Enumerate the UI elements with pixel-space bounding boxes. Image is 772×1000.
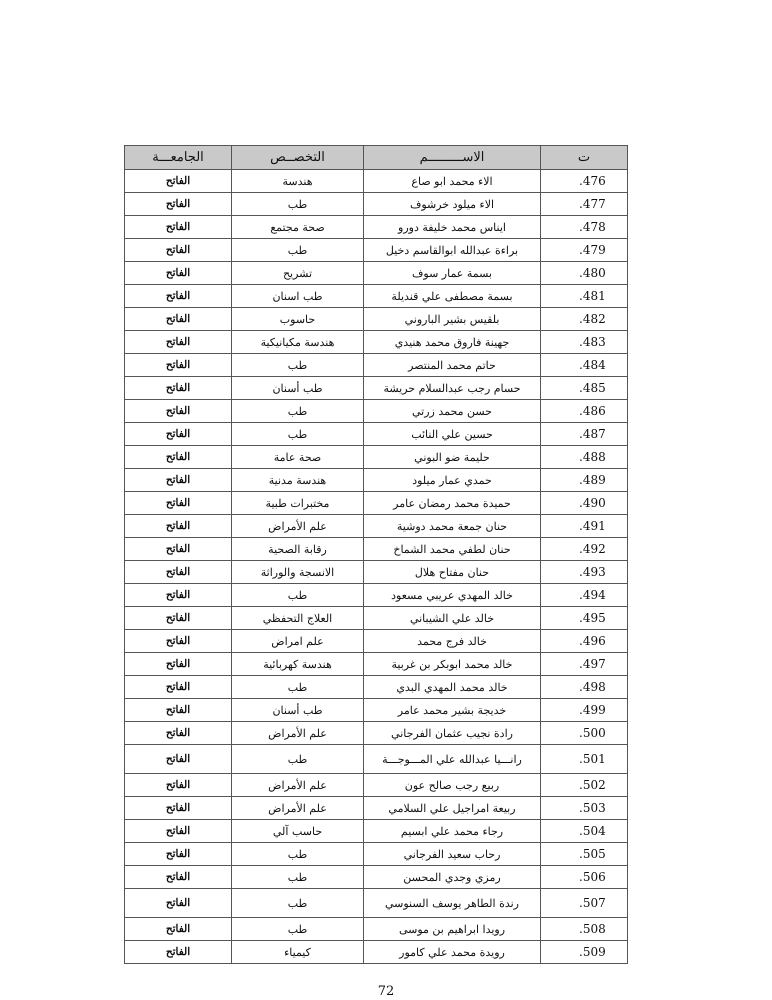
university-cell: الفاتح (125, 843, 232, 866)
student-name-cell: حسن محمد زرتي (364, 400, 541, 423)
row-number-cell: .501 (541, 745, 628, 774)
university-cell: الفاتح (125, 820, 232, 843)
university-cell: الفاتح (125, 630, 232, 653)
row-number-cell: .478 (541, 216, 628, 239)
specialty-cell: علم الأمراض (232, 722, 364, 745)
university-cell: الفاتح (125, 285, 232, 308)
specialty-cell: طب (232, 584, 364, 607)
university-cell: الفاتح (125, 469, 232, 492)
university-cell: الفاتح (125, 889, 232, 918)
table-row (125, 216, 628, 239)
specialty-cell: طب (232, 423, 364, 446)
university-cell: الفاتح (125, 354, 232, 377)
row-number-cell: .492 (541, 538, 628, 561)
row-number-cell: .494 (541, 584, 628, 607)
row-number-cell: .486 (541, 400, 628, 423)
table-row (125, 538, 628, 561)
page-number: 72 (377, 984, 395, 999)
row-number-cell: .481 (541, 285, 628, 308)
row-number-cell: .493 (541, 561, 628, 584)
student-name-cell: ايناس محمد خليفة دورو (364, 216, 541, 239)
table-row (125, 699, 628, 722)
university-cell: الفاتح (125, 607, 232, 630)
student-name-cell: بسمة عمار سوف (364, 262, 541, 285)
header-number: ت (541, 146, 628, 170)
row-number-cell: .505 (541, 843, 628, 866)
table-body (125, 170, 628, 964)
student-name-cell: رويدة محمد علي كامور (364, 941, 541, 964)
university-cell: الفاتح (125, 423, 232, 446)
specialty-cell: حاسوب (232, 308, 364, 331)
specialty-cell: حاسب آلي (232, 820, 364, 843)
student-name-cell: براءة عبدالله ابوالقاسم دخيل (364, 239, 541, 262)
table-row (125, 676, 628, 699)
student-name-cell: حنان مفتاح هلال (364, 561, 541, 584)
table-row (125, 722, 628, 745)
student-name-cell: خديجة بشير محمد عامر (364, 699, 541, 722)
student-name-cell: رحاب سعيد الفرجاني (364, 843, 541, 866)
student-name-cell: خالد محمد المهدي البدي (364, 676, 541, 699)
table-row (125, 797, 628, 820)
table-row (125, 843, 628, 866)
header-name: الاســـــــــم (364, 146, 541, 170)
row-number-cell: .487 (541, 423, 628, 446)
specialty-cell: طب أسنان (232, 699, 364, 722)
row-number-cell: .498 (541, 676, 628, 699)
specialty-cell: علم الأمراض (232, 797, 364, 820)
row-number-cell: .503 (541, 797, 628, 820)
table-row (125, 774, 628, 797)
student-name-cell: رادة نجيب عثمان الفرجاني (364, 722, 541, 745)
university-cell: الفاتح (125, 538, 232, 561)
table-row (125, 630, 628, 653)
student-name-cell: الاء محمد ابو صاع (364, 170, 541, 193)
university-cell: الفاتح (125, 515, 232, 538)
table-row (125, 584, 628, 607)
student-name-cell: الاء ميلود خرشوف (364, 193, 541, 216)
specialty-cell: مختبرات طبية (232, 492, 364, 515)
student-name-cell: حنان لطفي محمد الشماخ (364, 538, 541, 561)
graduates-table (124, 145, 628, 964)
row-number-cell: .485 (541, 377, 628, 400)
specialty-cell: طب (232, 239, 364, 262)
university-cell: الفاتح (125, 400, 232, 423)
row-number-cell: .497 (541, 653, 628, 676)
row-number-cell: .476 (541, 170, 628, 193)
student-name-cell: رندة الطاهر يوسف السنوسي (364, 889, 541, 918)
specialty-cell: طب (232, 354, 364, 377)
university-cell: الفاتح (125, 774, 232, 797)
student-name-cell: ربيع رجب صالح عون (364, 774, 541, 797)
table-row (125, 745, 628, 774)
specialty-cell: علم الأمراض (232, 515, 364, 538)
student-name-cell: حمدي عمار ميلود (364, 469, 541, 492)
student-name-cell: خالد علي الشيباني (364, 607, 541, 630)
table-row (125, 239, 628, 262)
university-cell: الفاتح (125, 745, 232, 774)
row-number-cell: .504 (541, 820, 628, 843)
table-row (125, 561, 628, 584)
university-cell: الفاتح (125, 653, 232, 676)
specialty-cell: هندسة كهربائية (232, 653, 364, 676)
row-number-cell: .480 (541, 262, 628, 285)
university-cell: الفاتح (125, 446, 232, 469)
row-number-cell: .489 (541, 469, 628, 492)
row-number-cell: .484 (541, 354, 628, 377)
university-cell: الفاتح (125, 193, 232, 216)
table-row (125, 866, 628, 889)
university-cell: الفاتح (125, 492, 232, 515)
student-name-cell: حليمة ضو البوني (364, 446, 541, 469)
row-number-cell: .499 (541, 699, 628, 722)
row-number-cell: .500 (541, 722, 628, 745)
specialty-cell: طب (232, 866, 364, 889)
university-cell: الفاتح (125, 941, 232, 964)
student-name-cell: رجاء محمد علي ابسيم (364, 820, 541, 843)
student-name-cell: خالد المهدي عريبي مسعود (364, 584, 541, 607)
row-number-cell: .495 (541, 607, 628, 630)
student-name-cell: رمزي وجدي المحسن (364, 866, 541, 889)
table-row (125, 653, 628, 676)
university-cell: الفاتح (125, 216, 232, 239)
university-cell: الفاتح (125, 170, 232, 193)
specialty-cell: طب (232, 193, 364, 216)
student-name-cell: حميدة محمد رمضان عامر (364, 492, 541, 515)
university-cell: الفاتح (125, 676, 232, 699)
student-name-cell: بلقيس بشير الباروني (364, 308, 541, 331)
row-number-cell: .509 (541, 941, 628, 964)
specialty-cell: تشريح (232, 262, 364, 285)
row-number-cell: .507 (541, 889, 628, 918)
table-row (125, 492, 628, 515)
row-number-cell: .496 (541, 630, 628, 653)
table-row (125, 400, 628, 423)
row-number-cell: .482 (541, 308, 628, 331)
university-cell: الفاتح (125, 866, 232, 889)
specialty-cell: الانسجة والوراثة (232, 561, 364, 584)
row-number-cell: .506 (541, 866, 628, 889)
specialty-cell: هندسة (232, 170, 364, 193)
university-cell: الفاتح (125, 699, 232, 722)
table-row (125, 889, 628, 918)
table-row (125, 941, 628, 964)
university-cell: الفاتح (125, 561, 232, 584)
row-number-cell: .508 (541, 918, 628, 941)
table-row (125, 308, 628, 331)
student-name-cell: حاتم محمد المنتصر (364, 354, 541, 377)
specialty-cell: طب (232, 400, 364, 423)
student-name-cell: حسام رجب عبدالسلام حريشة (364, 377, 541, 400)
student-name-cell: خالد فرج محمد (364, 630, 541, 653)
table-row (125, 170, 628, 193)
table-row (125, 193, 628, 216)
student-name-cell: ربيعة امراجيل علي السلامي (364, 797, 541, 820)
row-number-cell: .502 (541, 774, 628, 797)
university-cell: الفاتح (125, 308, 232, 331)
university-cell: الفاتح (125, 918, 232, 941)
specialty-cell: طب (232, 843, 364, 866)
specialty-cell: كيمياء (232, 941, 364, 964)
table-row (125, 285, 628, 308)
specialty-cell: هندسة مدنية (232, 469, 364, 492)
specialty-cell: علم الأمراض (232, 774, 364, 797)
table-row (125, 354, 628, 377)
row-number-cell: .488 (541, 446, 628, 469)
specialty-cell: طب اسنان (232, 285, 364, 308)
specialty-cell: صحة مجتمع (232, 216, 364, 239)
table-header-row (125, 146, 628, 170)
university-cell: الفاتح (125, 797, 232, 820)
table-row (125, 607, 628, 630)
university-cell: الفاتح (125, 239, 232, 262)
specialty-cell: طب (232, 676, 364, 699)
table-row (125, 446, 628, 469)
specialty-cell: طب (232, 745, 364, 774)
row-number-cell: .490 (541, 492, 628, 515)
row-number-cell: .483 (541, 331, 628, 354)
university-cell: الفاتح (125, 722, 232, 745)
university-cell: الفاتح (125, 262, 232, 285)
table-row (125, 469, 628, 492)
specialty-cell: طب (232, 918, 364, 941)
table-row (125, 331, 628, 354)
table-row (125, 918, 628, 941)
specialty-cell: رقابة الصحية (232, 538, 364, 561)
specialty-cell: علم امراض (232, 630, 364, 653)
table-row (125, 377, 628, 400)
student-name-cell: رانـــيا عبدالله علي المـــوجـــة (364, 745, 541, 774)
specialty-cell: طب أسنان (232, 377, 364, 400)
student-name-cell: حسين علي النائب (364, 423, 541, 446)
student-name-cell: خالد محمد ابوبكر بن غربية (364, 653, 541, 676)
row-number-cell: .477 (541, 193, 628, 216)
specialty-cell: صحة عامة (232, 446, 364, 469)
student-name-cell: رويدا ابراهيم بن موسى (364, 918, 541, 941)
student-name-cell: جهينة فاروق محمد هنيدي (364, 331, 541, 354)
table-row (125, 820, 628, 843)
student-name-cell: بسمة مصطفى علي قنديلة (364, 285, 541, 308)
specialty-cell: هندسة مكيانيكية (232, 331, 364, 354)
table-row (125, 515, 628, 538)
row-number-cell: .491 (541, 515, 628, 538)
header-university: الجامعـــة (125, 146, 232, 170)
university-cell: الفاتح (125, 331, 232, 354)
university-cell: الفاتح (125, 377, 232, 400)
header-specialty: التخصــص (232, 146, 364, 170)
specialty-cell: طب (232, 889, 364, 918)
university-cell: الفاتح (125, 584, 232, 607)
row-number-cell: .479 (541, 239, 628, 262)
table-row (125, 423, 628, 446)
table-row (125, 262, 628, 285)
student-name-cell: حنان جمعة محمد دوشية (364, 515, 541, 538)
specialty-cell: العلاج التحفظي (232, 607, 364, 630)
